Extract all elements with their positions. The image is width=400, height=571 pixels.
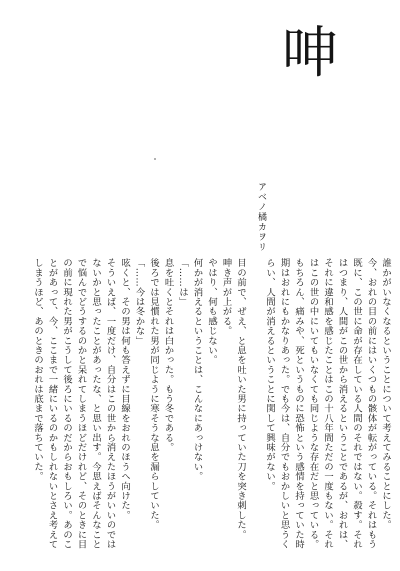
paragraph: やはり、何も感じない。 xyxy=(206,258,217,365)
story-body xyxy=(20,258,392,556)
paragraph: 「……は」 xyxy=(177,258,188,307)
paragraph: 目の前で、ぜえ、と息を吐いた男に持っていた刀を突き刺した。 xyxy=(235,258,246,540)
paragraph: 今、おれの目の前にはいくつもの骸体が転がっている。それはもう既に、この世に命が存在している人間のそれではない。殺す。それはつまり、人間がこの世から消えるということであるが、おれは、それに違和感を感じたことはこの十八年間ただの一度もない。それはこの世の中にいてもいなくても同じような存在だと思っている。もちろん、痛みや、死というものに恐怖という感情を持っていた時期はおれにもかなりあった。でも今は、自分でもおかしいと思うくらい、人間が消えるということに関して興味がない。 xyxy=(264,258,377,549)
paragraph: 呟くと、その男は何も答えずに目線をおれのほうへ向けた。 xyxy=(119,258,130,520)
stray-mark xyxy=(154,158,156,160)
paragraph: そういえば、一度だけ、自分はこの世から消えたほうがいいのではないかと思ったことがあったな、と思い出す。今思えばそんなことで悩んでどうするのかと呆れてしまうほどだけれど、そのときに目の前に現れた男がこうして後ろにいるのだからおもしろい。あのことがあって、今、ここまで一緒にいるのかもしれないとさえ考えてしまうほど、あのときのおれは底まで落ちていた。 xyxy=(32,258,116,549)
story-title: 呻 xyxy=(282,21,340,86)
paragraph: 息を吐くとそれは白かった。もう冬である。 xyxy=(162,258,174,452)
paragraph: 呻き声が上がる。 xyxy=(220,258,232,336)
paragraph: 「……今は冬かな」 xyxy=(133,258,145,346)
paragraph: 後ろでは見慣れた男が同じように寒そうな息を漏らしていた。 xyxy=(148,258,159,530)
author-name: アベノ橘カヲリ xyxy=(256,182,266,252)
paragraph: 誰かがいなくなるということについて考えてみることにした。 xyxy=(380,258,391,530)
paragraph-gap xyxy=(247,258,262,556)
paragraph: 何かが消えるということは、こんなにあっけない。 xyxy=(191,258,203,482)
